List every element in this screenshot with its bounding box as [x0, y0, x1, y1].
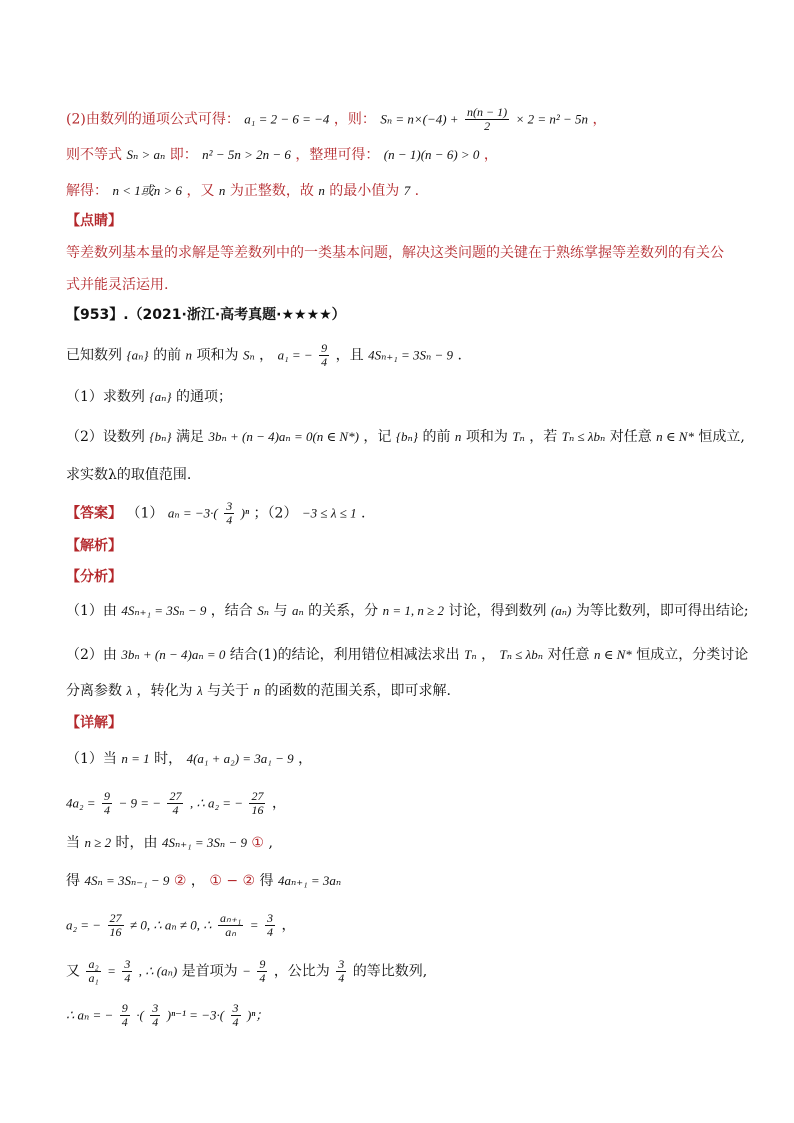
eq: −	[242, 963, 251, 979]
equation-mark: ①	[251, 835, 264, 851]
fraction	[150, 1002, 160, 1029]
frac-denominator: 4	[259, 971, 266, 985]
eq: , ∴ (aₙ)	[138, 963, 178, 979]
frac-denominator: 4	[104, 803, 110, 817]
eq: aₙ	[291, 603, 304, 618]
eq: {bₙ}	[149, 429, 172, 444]
text: ，记	[363, 429, 392, 445]
frac-denominator: 4	[338, 971, 345, 985]
frac-denominator: 4	[172, 803, 179, 817]
frac-denominator: 4	[226, 513, 233, 527]
punct: .	[361, 505, 366, 522]
fraction	[120, 1002, 130, 1029]
eq: Tₙ	[464, 647, 477, 662]
eq-a1: a₁ = 2 − 6 = −4	[244, 111, 330, 127]
eq: Sₙ	[242, 347, 255, 363]
fraction	[218, 912, 243, 939]
punct: ，	[298, 751, 313, 767]
eq-sn: × 2 = n² − 5n	[515, 111, 589, 127]
eq: Tₙ ≤ λbₙ	[561, 429, 606, 444]
equation-mark: ① − ②	[209, 873, 256, 889]
detail-step-7	[66, 1002, 268, 1029]
text: ，结合	[210, 603, 253, 619]
eq: n < 1或n > 6	[112, 183, 182, 198]
problem-header: 【953】.（2021·浙江·高考真题·★★★★）	[66, 307, 346, 323]
frac-denominator: 4	[152, 1015, 159, 1029]
fenxi-label: 【分析】	[66, 569, 122, 585]
eq: {aₙ}	[126, 347, 149, 363]
text: 的函数的范围关系，即可求解.	[264, 683, 451, 699]
frac-numerator: 3	[338, 957, 345, 971]
fraction	[465, 106, 509, 133]
eq: {aₙ}	[149, 389, 172, 404]
text: 满足	[176, 429, 204, 445]
part2-text: ，则：	[333, 111, 376, 128]
answer-label: 【答案】	[66, 505, 122, 522]
fraction	[231, 1002, 241, 1029]
punct: ，	[281, 917, 296, 934]
text: ，	[190, 873, 205, 889]
frac-denominator: 16	[251, 803, 264, 817]
eq: Sₙ	[257, 603, 270, 618]
text: 讨论，得到数列	[448, 603, 547, 619]
text: 得	[66, 873, 80, 889]
problem-statement	[66, 342, 462, 369]
text: ，	[481, 647, 496, 663]
frac-numerator: a₂	[88, 957, 99, 971]
eq: n = 1, n ≥ 2	[382, 603, 445, 618]
eq: λ	[126, 683, 133, 698]
punct: ，	[592, 111, 607, 128]
eq: 4Sₙ₊₁ = 3Sₙ − 9	[121, 603, 207, 618]
eq: (aₙ)	[550, 603, 572, 618]
punct: ，	[271, 795, 286, 812]
fraction	[108, 912, 124, 939]
frac-denominator: 2	[484, 119, 491, 133]
text: ，转化为	[136, 683, 193, 699]
fenxi-line3	[66, 682, 451, 700]
eq: , ∴ a₂ = −	[189, 795, 244, 811]
frac-denominator: 4	[267, 925, 274, 939]
frac-numerator: 9	[121, 1001, 128, 1015]
text: 分离参数	[66, 683, 122, 699]
text: 与关于	[207, 683, 250, 699]
text: 又	[66, 963, 80, 980]
text: 时，由	[115, 835, 158, 851]
frac-numerator: 3	[226, 499, 233, 513]
text: 则不等式	[66, 147, 122, 163]
eq: n	[218, 183, 226, 198]
fraction	[102, 790, 112, 817]
jiexi-label: 【解析】	[66, 538, 122, 554]
text: ；（2）	[253, 505, 298, 522]
detail-step-3	[66, 834, 273, 852]
eq: ≠ 0, ∴ aₙ ≠ 0, ∴	[129, 917, 212, 933]
text: 恒成立，分类讨论	[636, 647, 749, 663]
question-1	[66, 388, 232, 406]
text: 的通项；	[176, 389, 232, 405]
text: （1）由	[66, 603, 117, 619]
frac-denominator: 4	[321, 355, 328, 369]
frac-numerator: 9	[104, 789, 110, 803]
eq: Sₙ > aₙ	[126, 147, 166, 162]
eq: {bₙ}	[395, 429, 418, 444]
fraction	[86, 958, 100, 985]
punct: .	[457, 347, 462, 364]
punct: .	[414, 183, 420, 199]
eq: n² − 5n > 2n − 6	[202, 147, 291, 162]
eq: n ∈ N*	[594, 647, 632, 662]
eq: 4aₙ₊₁ = 3aₙ	[277, 873, 342, 888]
eq: n ≥ 2	[84, 835, 112, 850]
fraction	[336, 958, 346, 985]
frac-numerator: 27	[169, 789, 182, 803]
eq: )ⁿ	[240, 505, 250, 521]
detail-step-5	[66, 912, 295, 939]
punct: ,	[268, 835, 273, 851]
detail-step-6	[66, 958, 427, 985]
frac-denominator: 4	[121, 1015, 128, 1029]
eq-sn: Sₙ = n×(−4) +	[380, 111, 459, 127]
text: 为等比数列，即可得出结论;	[575, 603, 749, 619]
xiangjie-label: 【详解】	[66, 715, 122, 731]
part2-line	[66, 106, 607, 133]
frac-denominator: 4	[124, 971, 131, 985]
eq: ∴ aₙ = −	[66, 1007, 114, 1023]
frac-numerator: 3	[267, 911, 274, 925]
text: 的前	[153, 347, 182, 364]
text: （1）当	[66, 751, 117, 767]
fraction	[257, 958, 267, 985]
text: 得	[259, 873, 274, 889]
part2-text: (2)由数列的通项公式可得：	[66, 111, 240, 128]
text: 为正整数，故	[229, 183, 314, 199]
frac-numerator: 3	[152, 1001, 159, 1015]
dianjing-line1: 等差数列基本量的求解是等差数列中的一类基本问题，解决这类问题的关键在于熟练掌握等差数列的有关公	[66, 245, 724, 261]
text: 已知数列	[66, 347, 122, 364]
text: 是首项为	[181, 963, 238, 980]
text: 即：	[169, 147, 198, 163]
frac-numerator: 27	[109, 911, 122, 925]
text: （2）设数列	[66, 429, 145, 445]
eq: 4Sₙ₊₁ = 3Sₙ − 9	[368, 347, 454, 363]
eq: a₂ = −	[66, 917, 102, 933]
text: 项和为	[196, 347, 239, 364]
eq: 4(a₁ + a₂) = 3a₁ − 9	[186, 751, 294, 766]
text: （2）由	[66, 647, 117, 663]
eq: n	[185, 347, 193, 363]
eq: λ	[197, 683, 203, 698]
eq: n	[454, 429, 462, 444]
eq: )ⁿ⁻¹ = −3·(	[166, 1007, 225, 1023]
eq: 3bₙ + (n − 4)aₙ = 0	[121, 647, 226, 662]
text: （1）	[126, 505, 164, 522]
eq: 4Sₙ₊₁ = 3Sₙ − 9	[162, 835, 247, 850]
detail-step-1	[66, 750, 312, 768]
text: ，又	[186, 183, 215, 199]
eq: =	[107, 963, 116, 979]
frac-denominator: 16	[109, 925, 122, 939]
eq: 7	[403, 183, 411, 198]
dianjing-label: 【点睛】	[66, 213, 122, 229]
text: 的等比数列,	[352, 963, 428, 980]
text: ，若	[529, 429, 558, 445]
punct: ，	[483, 147, 498, 163]
frac-numerator: 27	[251, 789, 264, 803]
text: ，公比为	[273, 963, 330, 980]
text: 结合(1)的结论，利用错位相减法求出	[229, 647, 460, 663]
eq: Tₙ	[512, 429, 525, 444]
text: 的最小值为	[329, 183, 400, 199]
text: 的关系，分	[308, 603, 379, 619]
fraction	[319, 342, 329, 369]
eq: (n − 1)(n − 6) > 0	[383, 147, 480, 162]
eq: −3 ≤ λ ≤ 1	[301, 505, 357, 521]
eq: =	[249, 917, 259, 933]
solve-line	[66, 182, 419, 200]
text: 的前	[422, 429, 451, 445]
text: 对任意	[547, 647, 590, 663]
fraction	[224, 500, 234, 527]
eq: Tₙ ≤ λbₙ	[499, 647, 544, 662]
text: 项和为	[465, 429, 508, 445]
frac-numerator: 9	[259, 957, 266, 971]
fraction	[249, 790, 265, 817]
eq: ·(	[136, 1007, 144, 1023]
eq: 4Sₙ = 3Sₙ₋₁ − 9	[84, 873, 170, 888]
text: ，	[259, 347, 274, 364]
dianjing-line2: 式并能灵活运用.	[66, 277, 169, 293]
frac-numerator: 9	[321, 341, 328, 355]
frac-numerator: 3	[232, 1001, 239, 1015]
eq: n	[318, 183, 325, 198]
frac-denominator: a₁	[88, 971, 99, 985]
text: 解得：	[66, 183, 108, 199]
fenxi-line2	[66, 646, 748, 664]
eq: n = 1	[121, 751, 150, 766]
frac-numerator: 3	[124, 957, 131, 971]
eq: a₁ = −	[277, 347, 313, 363]
detail-step-4	[66, 872, 341, 890]
text: 当	[66, 835, 80, 851]
text: ，整理可得：	[295, 147, 380, 163]
fraction	[122, 958, 132, 985]
text: （1）求数列	[66, 389, 145, 405]
eq: 4a₂ =	[66, 795, 96, 811]
fenxi-line1	[66, 602, 749, 620]
equation-mark: ②	[173, 873, 187, 889]
text: 时，	[154, 751, 183, 767]
detail-step-2	[66, 790, 286, 817]
frac-denominator: 4	[232, 1015, 239, 1029]
answer-line	[66, 500, 366, 527]
text: ，且	[335, 347, 364, 364]
eq: n	[253, 683, 261, 698]
eq: )ⁿ；	[246, 1007, 269, 1023]
frac-numerator: n(n − 1)	[467, 105, 508, 119]
frac-denominator: aₙ	[225, 925, 237, 939]
text: 恒成立,	[698, 429, 745, 445]
frac-numerator: aₙ₊₁	[220, 911, 242, 925]
inequality-line	[66, 146, 498, 164]
question-2	[66, 428, 745, 446]
question-2-line2: 求实数λ的取值范围.	[66, 467, 192, 483]
eq: − 9 = −	[118, 795, 162, 811]
eq: n ∈ N*	[656, 429, 694, 444]
eq: 3bₙ + (n − 4)aₙ = 0(n ∈ N*)	[208, 429, 359, 444]
fraction	[167, 790, 183, 817]
text: 与	[273, 603, 288, 619]
fraction	[265, 912, 275, 939]
eq: aₙ = −3·(	[167, 505, 218, 521]
text: 对任意	[609, 429, 652, 445]
